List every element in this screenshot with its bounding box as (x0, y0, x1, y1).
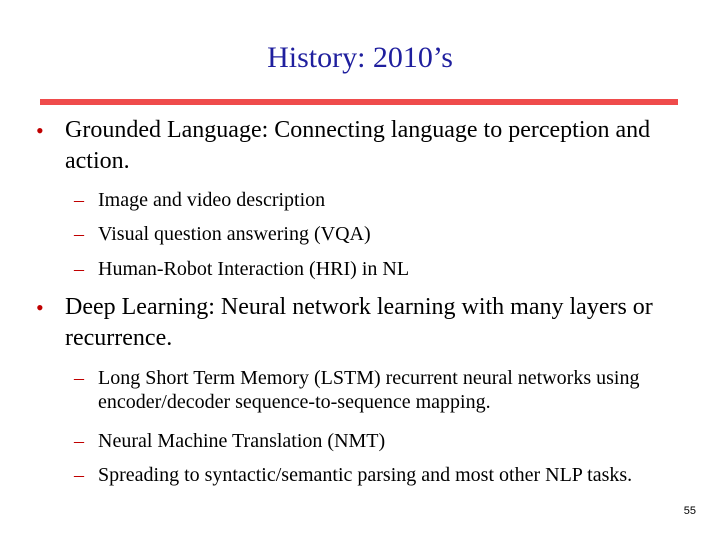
sub-bullet-text: Visual question answering (VQA) (98, 223, 371, 245)
sub-bullet-marker: – (74, 367, 84, 389)
sub-bullet-item (74, 366, 704, 414)
sub-bullet-item (74, 222, 704, 246)
slide-title: History: 2010’s (267, 41, 453, 74)
sub-bullet-text: Long Short Term Memory (LSTM) recurrent neural networks using encoder/decoder sequence-to-sequence mapping. (98, 367, 640, 413)
sub-bullet-text: Spreading to syntactic/semantic parsing and most other NLP tasks. (98, 464, 633, 486)
sub-bullet-marker: – (74, 464, 84, 486)
sub-bullet-marker: – (74, 258, 84, 280)
bullet-text: Grounded Language: Connecting language to perception and action. (65, 117, 651, 174)
page-number: 55 (683, 505, 696, 517)
bullet-marker: • (36, 118, 44, 143)
sub-bullet-marker: – (74, 430, 84, 452)
sub-bullet-text: Human-Robot Interaction (HRI) in NL (98, 258, 410, 280)
bullet-item (36, 292, 676, 354)
sub-bullet-text: Image and video description (98, 189, 326, 211)
sub-bullet-item (74, 257, 704, 281)
sub-bullet-item (74, 429, 704, 453)
sub-bullet-marker: – (74, 189, 84, 211)
bullet-text: Deep Learning: Neural network learning with many layers or recurrence. (65, 294, 653, 351)
sub-bullet-text: Neural Machine Translation (NMT) (98, 430, 386, 452)
title-underline (40, 99, 678, 105)
sub-bullet-item (74, 188, 704, 212)
sub-bullet-item (74, 463, 704, 487)
bullet-marker: • (36, 295, 44, 320)
bullet-item (36, 115, 676, 177)
sub-bullet-marker: – (74, 223, 84, 245)
